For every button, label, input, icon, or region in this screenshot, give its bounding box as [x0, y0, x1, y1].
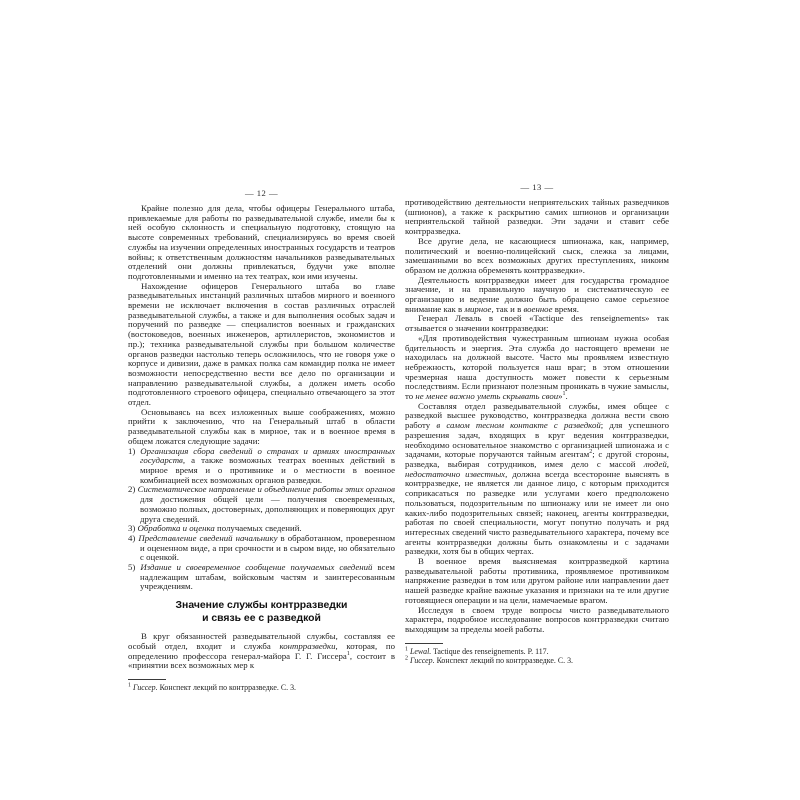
text-run: 3): [128, 523, 138, 534]
emphasized-text: Обработка и оценка: [137, 523, 215, 534]
footnote-reference: 1: [346, 650, 350, 657]
text-run: всем надлежащим штабам, войсковым частям и заинтересованным учреждениям.: [140, 562, 395, 592]
emphasized-text: Гиссер.: [132, 682, 158, 692]
text-run: , которая, по определению профессора генерал-майора Г. Г. Гиссера: [128, 640, 395, 661]
text-run: Крайне полезно для дела, чтобы офицеры Генерального штаба, привлекаемые для работы по разведывательной службе, имели бы к ней особую склонность и специальную подготовку, стоящую на высоте современных требований, специализируясь во время своей службы на изучении определенных иностранных государств и театров войны; к ответственным должностям начальников разведывательных отделений они должны привлекаться, будучи уже вполне подготовленными и именно на тех театрах, кои ими изучены.: [128, 203, 395, 281]
text-run: Tactique des renseignements. P. 117.: [431, 646, 549, 656]
text-run: Генерал Леваль в своей «Tactique des renseignements» так отзывается о значении контрразведки:: [405, 313, 669, 334]
emphasized-text: Гиссер.: [409, 655, 435, 665]
footnote-reference: 1: [128, 682, 131, 689]
text-run: Основываясь на всех изложенных выше соображениях, можно прийти к заключению, что на Генеральный штаб в области разведывательной службы как в мирное, так и в военное время в общем ложатся следующие задачи:: [128, 406, 395, 446]
text-run: В круг обязанностей разведывательной службы, составляя ее особый отдел, входит и служба: [128, 631, 395, 651]
text-run: , должна всегда всесторонне выяснять в контрразведке, не является ли данное лицо, с которым приходится соприкасаться по разведке или услугами коего предположено пользоваться, подозрительным по шпионажу или не имеет ли оно каких-либо подозрительных связей; наконец, агенты контрразведки, работая по своей специальности, могут попутно получать и ряд интересных сведений чисто разведывательного характера, почему все агенты контрразведки должны быть ознакомлены и с задачами разведки, хотя бы в общих чертах.: [405, 468, 669, 557]
text-run: Нахождение офицеров Генерального штаба во главе разведывательных инстанций различных штабов мирного и военного времени не исключает включения в состав различных отраслей разведывательной службы, а также и для выполнения особых задач и поручений по разведке — специалистов военных и гражданских (востоковедов, военных инженеров, артиллеристов, экономистов и пр.); техника разведывательной службы при большом количестве органов разведки настолько теперь осложнилось, что не говоря уже о корпусе и дивизии, даже в рамках полка сам командир полка не имеет возможности непосредственно вести все дело по организации и направлению разведывательной службы, а должен иметь особо подготовленного строевого офицера, специально отвечающего за этот отдел.: [128, 280, 395, 408]
text-run: .: [565, 391, 568, 402]
text-run: Конспект лекций по контрразведке. С. 3.: [434, 655, 573, 665]
text-run: Деятельность контрразведки имеет для государства громадное значение, и на правильную научную и систематическую ее организацию и ведение должно быть обращено самое серьезное внимание как в: [405, 274, 669, 314]
emphasized-text: Систематическое направление и объединение работы этих органов: [137, 484, 395, 495]
section-heading: [128, 600, 395, 625]
page-number-left: — 12 —: [244, 188, 279, 198]
emphasized-text: в самом тесном контакте с разведкой: [436, 420, 601, 431]
footnote: [128, 683, 395, 692]
paragraph: [405, 237, 669, 276]
footnote: [405, 656, 669, 665]
footnote-reference: 1: [405, 646, 408, 653]
page-right: [405, 182, 669, 665]
paragraph: [405, 198, 669, 237]
page-body-left: [128, 204, 395, 692]
footnote-reference: 2: [405, 655, 408, 662]
text-run: для достижения общей цели — получения своевременных, возможно полных, достоверных, дополняющих и поверяющих друг друга сведений.: [140, 494, 395, 524]
footnote: [405, 647, 669, 656]
numbered-list-item: [128, 562, 395, 592]
emphasized-text: Представление сведений начальнику: [138, 532, 278, 543]
paragraph: [405, 402, 669, 557]
footnote-divider: [128, 679, 166, 680]
paragraph: [405, 334, 669, 402]
paragraph: [405, 314, 669, 333]
footnote-reference: 1: [562, 391, 566, 398]
footnote-reference: 2: [589, 449, 593, 456]
emphasized-text: не менее важно уметь скрывать свои: [415, 391, 559, 402]
page-number-right: — 13 —: [520, 182, 554, 192]
text-run: «Для противодействия чужестранным шпионам нужна особая бдительность и энергия. Эта служба до настоящего времени не находилась на должной высоте. Часто мы проявляем известную небрежность, которой пользуется наш враг; в этом отношении чрезмерная наша доступность может повести к серьезным последствиям. Если признают полезным проникать в чужие замыслы, то: [405, 332, 669, 402]
emphasized-text: мирное: [464, 303, 492, 314]
text-run: »: [558, 391, 563, 402]
emphasized-text: Lewal.: [409, 646, 432, 656]
text-run: Конспект лекций по контрразведке. С. 3.: [157, 682, 296, 692]
text-run: 2): [128, 484, 138, 495]
text-run: , так и в: [491, 303, 524, 314]
text-run: получаемых сведений.: [214, 523, 302, 534]
text-run: Все другие дела, не касающиеся шпионажа, как, например, политический и военно-полицейский сыск, слежка за лицами, замешанными во всех возможных других преступлениях, никоим образом не должна обременять контрразведки».: [405, 235, 669, 275]
section-heading-line: Значение службы контрразведки: [175, 600, 348, 612]
text-run: в обработанном, проверенном и оцененном виде, а при срочности и в сыром виде, но обязательно с оценкой.: [140, 532, 396, 563]
emphasized-text: военное: [523, 303, 553, 314]
text-run: 5): [128, 562, 141, 573]
text-run: а также возможных театрах военных действий в мирное время и о противнике и о местности в военное комбинацией всех возможных органов разведки.: [140, 455, 395, 485]
paragraph: [128, 204, 395, 282]
page-body-right: [405, 198, 669, 665]
section-heading-line: и связь ее с разведкой: [202, 612, 321, 624]
emphasized-text: людей, недостаточно известных: [405, 458, 669, 479]
numbered-list-item: [128, 532, 396, 563]
text-run: Составляя отдел разведывательной службы, имея общее с разведкой высшее руководство, контрразведка должна вести свою работу: [405, 400, 669, 431]
paragraph: [128, 408, 395, 447]
text-run: ; с другой стороны, разведка, выбирая сотрудников, имея дело с массой: [405, 449, 669, 469]
footnote-divider: [405, 643, 443, 644]
numbered-list-item: [128, 484, 395, 524]
text-run: В военное время выясняемая контрразведкой картина разведывательной работы противника, проявляемое противником напряжение разведки в том или другом районе или направлении дает нашей разведке крайне важные указания и признаки на те или другие готовящиеся операции и на цели, намечаемые врагом.: [405, 556, 669, 605]
paragraph: [128, 282, 395, 408]
text-run: 1): [128, 445, 141, 456]
paragraph: [405, 557, 669, 606]
page-left: [128, 188, 395, 692]
numbered-list-item: [128, 445, 395, 486]
text-run: время.: [552, 303, 579, 314]
paragraph: [405, 276, 669, 315]
text-run: 4): [128, 532, 139, 543]
emphasized-text: Организация сбора сведений о странах и армиях иностранных государств,: [140, 445, 395, 466]
text-run: ; для успешного разрешения задач, входящих в круг ведения контрразведки, необходимо основательное знакомство с организацией шпионажа и с задачами, которые поручаются тайным агентам: [405, 420, 670, 460]
text-run: Исследуя в своем труде вопросы чисто разведывательного характера, подробное исследование вопросов контрразведки считаю выходящим за пределы моей работы.: [405, 604, 669, 634]
paragraph: [405, 606, 669, 635]
emphasized-text: контрразведки: [279, 640, 336, 651]
text-run: противодействию деятельности неприятельских тайных разведчиков (шпионов), а также к раскрытию самих шпионов и организации неприятельской тайной разведки. Эти задачи и ставит себе контрразведка.: [405, 197, 669, 237]
paragraph: [128, 632, 395, 671]
text-run: , состоит в «принятии всех возможных мер к: [128, 650, 395, 671]
emphasized-text: Издание и своевременное сообщение получаемых сведений: [140, 562, 373, 573]
